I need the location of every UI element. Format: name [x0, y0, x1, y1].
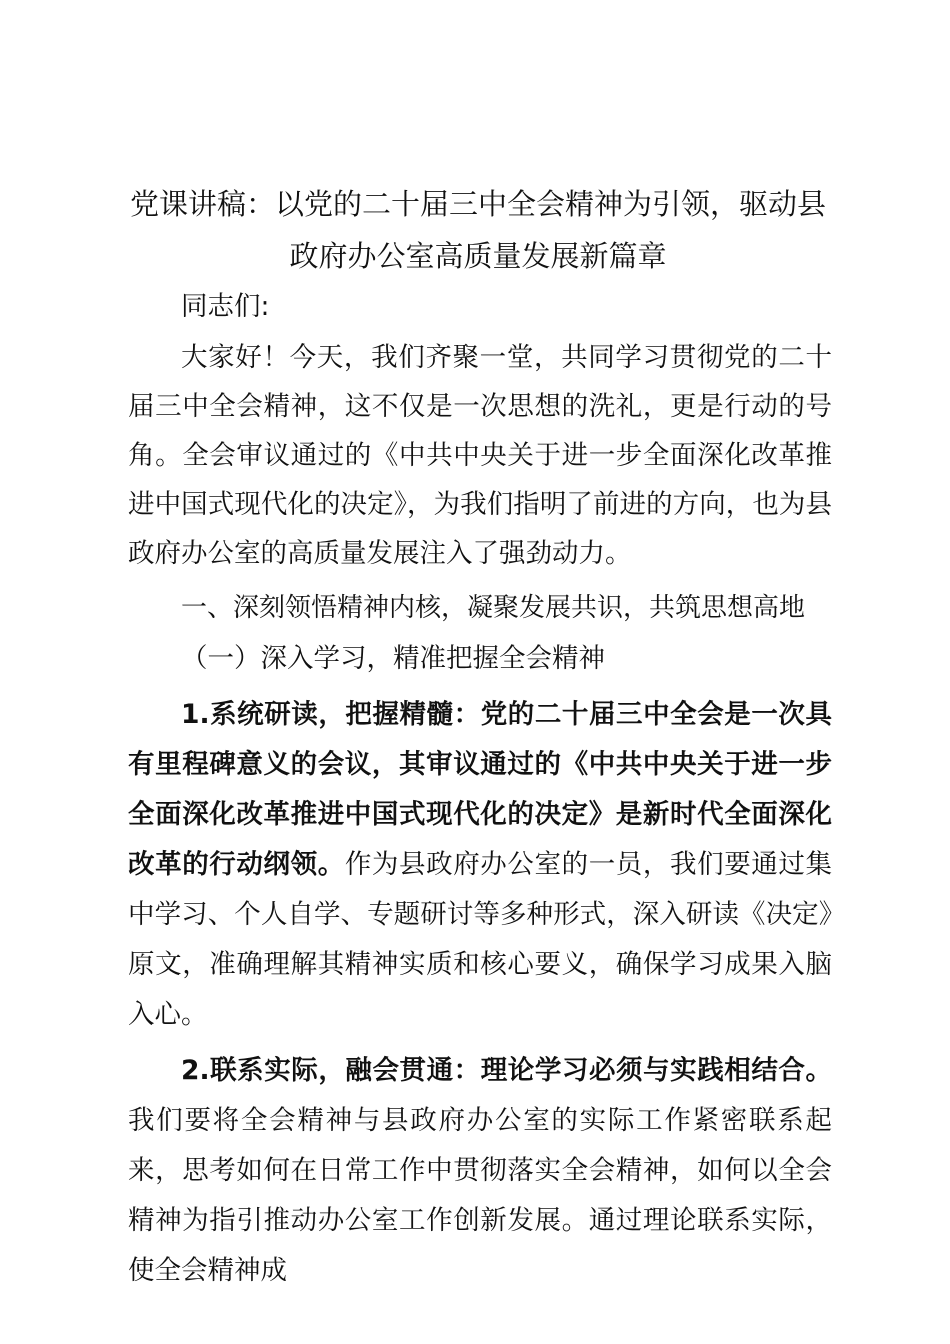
salutation: 同志们: — [181, 291, 270, 322]
document-body — [128, 282, 832, 1296]
section-heading-1: 一、深刻领悟精神内核，凝聚发展共识，共筑思想高地 — [181, 593, 806, 623]
subsection-heading-1: （一）深入学习，精准把握全会精神 — [181, 643, 605, 674]
item-1-paragraph — [128, 690, 832, 1040]
item-1-body: 作为县政府办公室的一员，我们要通过集中学习、个人自学、专题研讨等多种形式，深入研读《决定》原文，准确理解其精神实质和核心要义，确保学习成果入脑入心。 — [128, 849, 833, 1030]
document-title: 党课讲稿：以党的二十届三中全会精神为引领，驱动县政府办公室高质量发展新篇章 — [129, 187, 826, 273]
item-2-lead: 2.联系实际，融会贯通：理论学习必须与实践相结合。 — [181, 1055, 832, 1086]
item-2-paragraph — [128, 1046, 832, 1296]
item-1-lead: 1.系统研读，把握精髓：党的二十届三中全会是一次具有里程碑意义的会议，其审议通过的《中共中央关于进一步全面深化改革推进中国式现代化的决定》是新时代全面深化改革的行动纲领。 — [128, 699, 832, 880]
intro-paragraph: 大家好！今天，我们齐聚一堂，共同学习贯彻党的二十届三中全会精神，这不仅是一次思想的洗礼，更是行动的号角。全会审议通过的《中共中央关于进一步全面深化改革推进中国式现代化的决定》，为我们指明了前进的方向，也为县政府办公室的高质量发展注入了强劲动力。 — [128, 342, 832, 569]
item-2-body: 我们要将全会精神与县政府办公室的实际工作紧密联系起来，思考如何在日常工作中贯彻落实全会精神，如何以全会精神为指引推动办公室工作创新发展。通过理论联系实际，使全会精神成 — [128, 1105, 832, 1286]
